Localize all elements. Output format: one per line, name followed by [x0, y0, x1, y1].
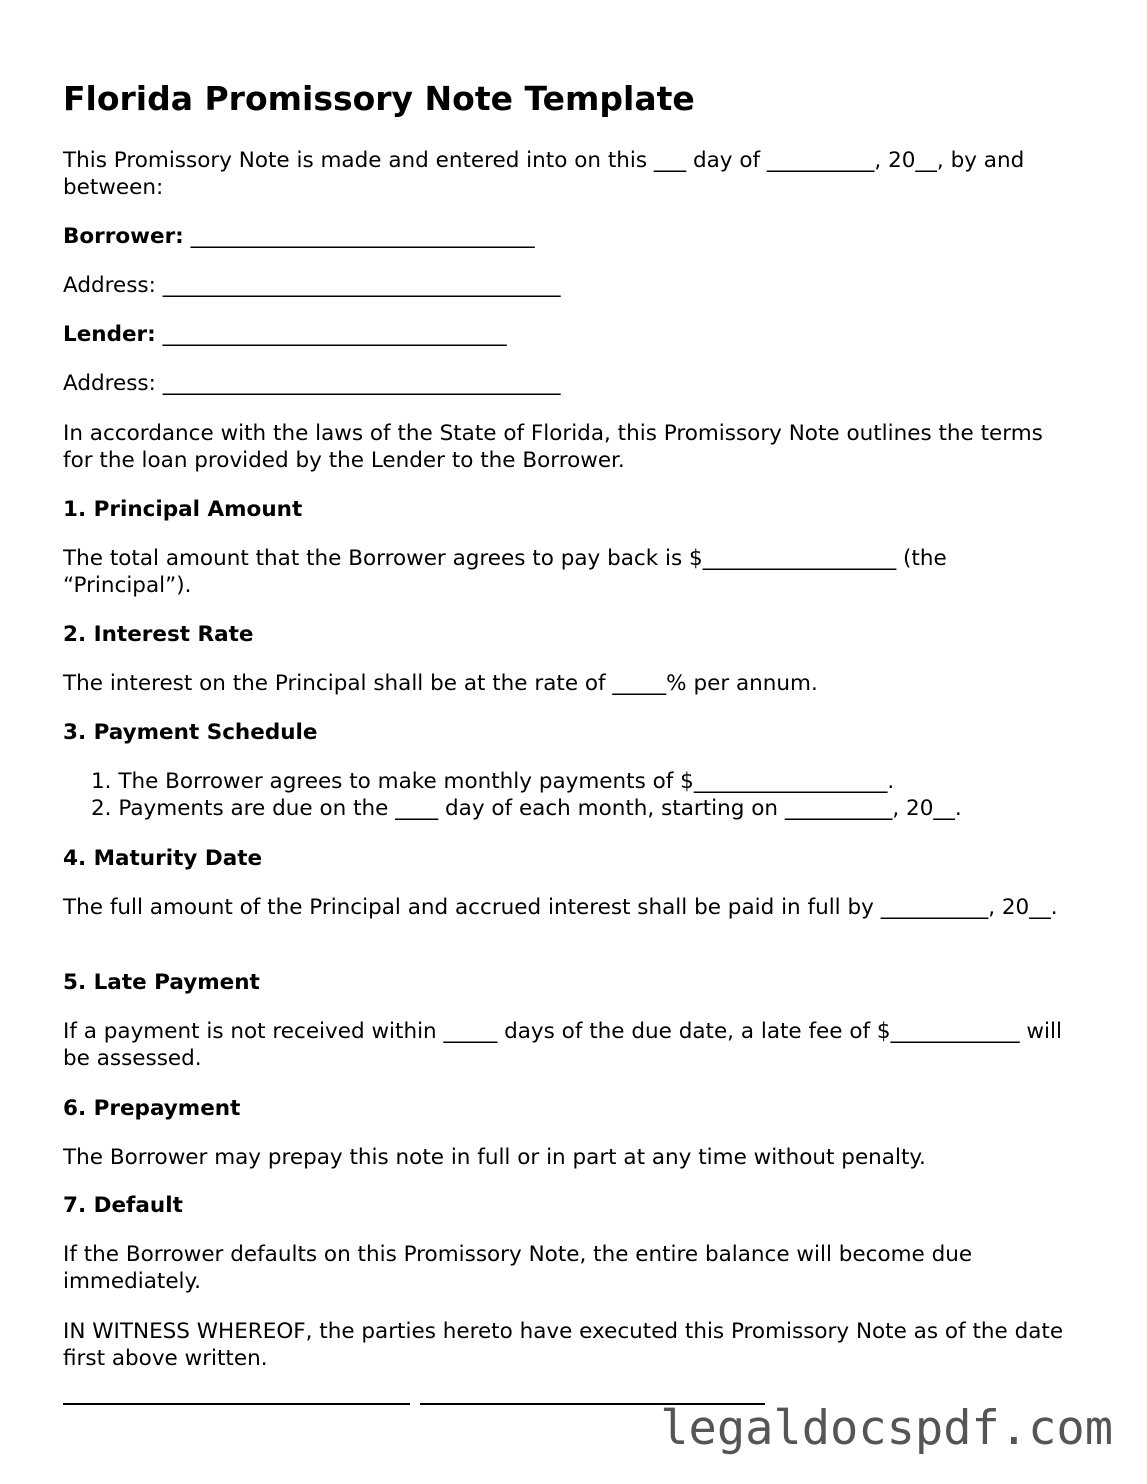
preamble-paragraph: In accordance with the laws of the State of Florida, this Promissory Note outlines the terms for the loan provided by the Lender to the Borrower. [63, 421, 1043, 473]
section-text-prepayment: The Borrower may prepay this note in full or in part at any time without penalty. [63, 1145, 926, 1170]
signature-line-borrower [63, 1403, 410, 1405]
section-text-maturity: The full amount of the Principal and accrued interest shall be paid in full by __________, 20__. [63, 895, 1058, 920]
payment-schedule-list [63, 768, 1073, 822]
borrower-address-line: Address: _____________________________________ [63, 273, 561, 298]
section-text-late: If a payment is not received within _____ days of the due date, a late fee of $____________ will be assessed. [63, 1019, 1062, 1071]
section-heading-interest: 2. Interest Rate [63, 622, 254, 647]
watermark-logo: legaldocspdf.com [660, 1401, 1113, 1456]
lender-label: Lender: [63, 322, 156, 347]
section-heading-schedule: 3. Payment Schedule [63, 720, 318, 745]
witness-paragraph: IN WITNESS WHEREOF, the parties hereto have executed this Promissory Note as of the date first above written. [63, 1319, 1064, 1371]
section-heading-principal: 1. Principal Amount [63, 497, 303, 522]
intro-paragraph: This Promissory Note is made and entered into on this ___ day of __________, 20__, by and between: [63, 148, 1025, 200]
lender-address-line: Address: _____________________________________ [63, 371, 561, 396]
lender-line [63, 321, 1073, 348]
section-heading-late: 5. Late Payment [63, 970, 260, 995]
borrower-label: Borrower: [63, 224, 184, 249]
borrower-blank: ________________________________ [183, 224, 535, 249]
list-item: 1. The Borrower agrees to make monthly payments of $__________________. [91, 769, 895, 794]
lender-blank: ________________________________ [155, 322, 507, 347]
section-text-interest: The interest on the Principal shall be at the rate of _____% per annum. [63, 671, 818, 696]
section-heading-default: 7. Default [63, 1193, 183, 1218]
section-heading-maturity: 4. Maturity Date [63, 846, 263, 871]
borrower-line [63, 223, 1073, 250]
list-item: 2. Payments are due on the ____ day of each month, starting on __________, 20__. [91, 796, 962, 821]
section-heading-prepayment: 6. Prepayment [63, 1096, 241, 1121]
section-text-principal: The total amount that the Borrower agrees to pay back is $__________________ (the “Principal”). [63, 546, 947, 598]
section-text-default: If the Borrower defaults on this Promissory Note, the entire balance will become due immediately. [63, 1242, 973, 1294]
document-title: Florida Promissory Note Template [63, 79, 695, 118]
